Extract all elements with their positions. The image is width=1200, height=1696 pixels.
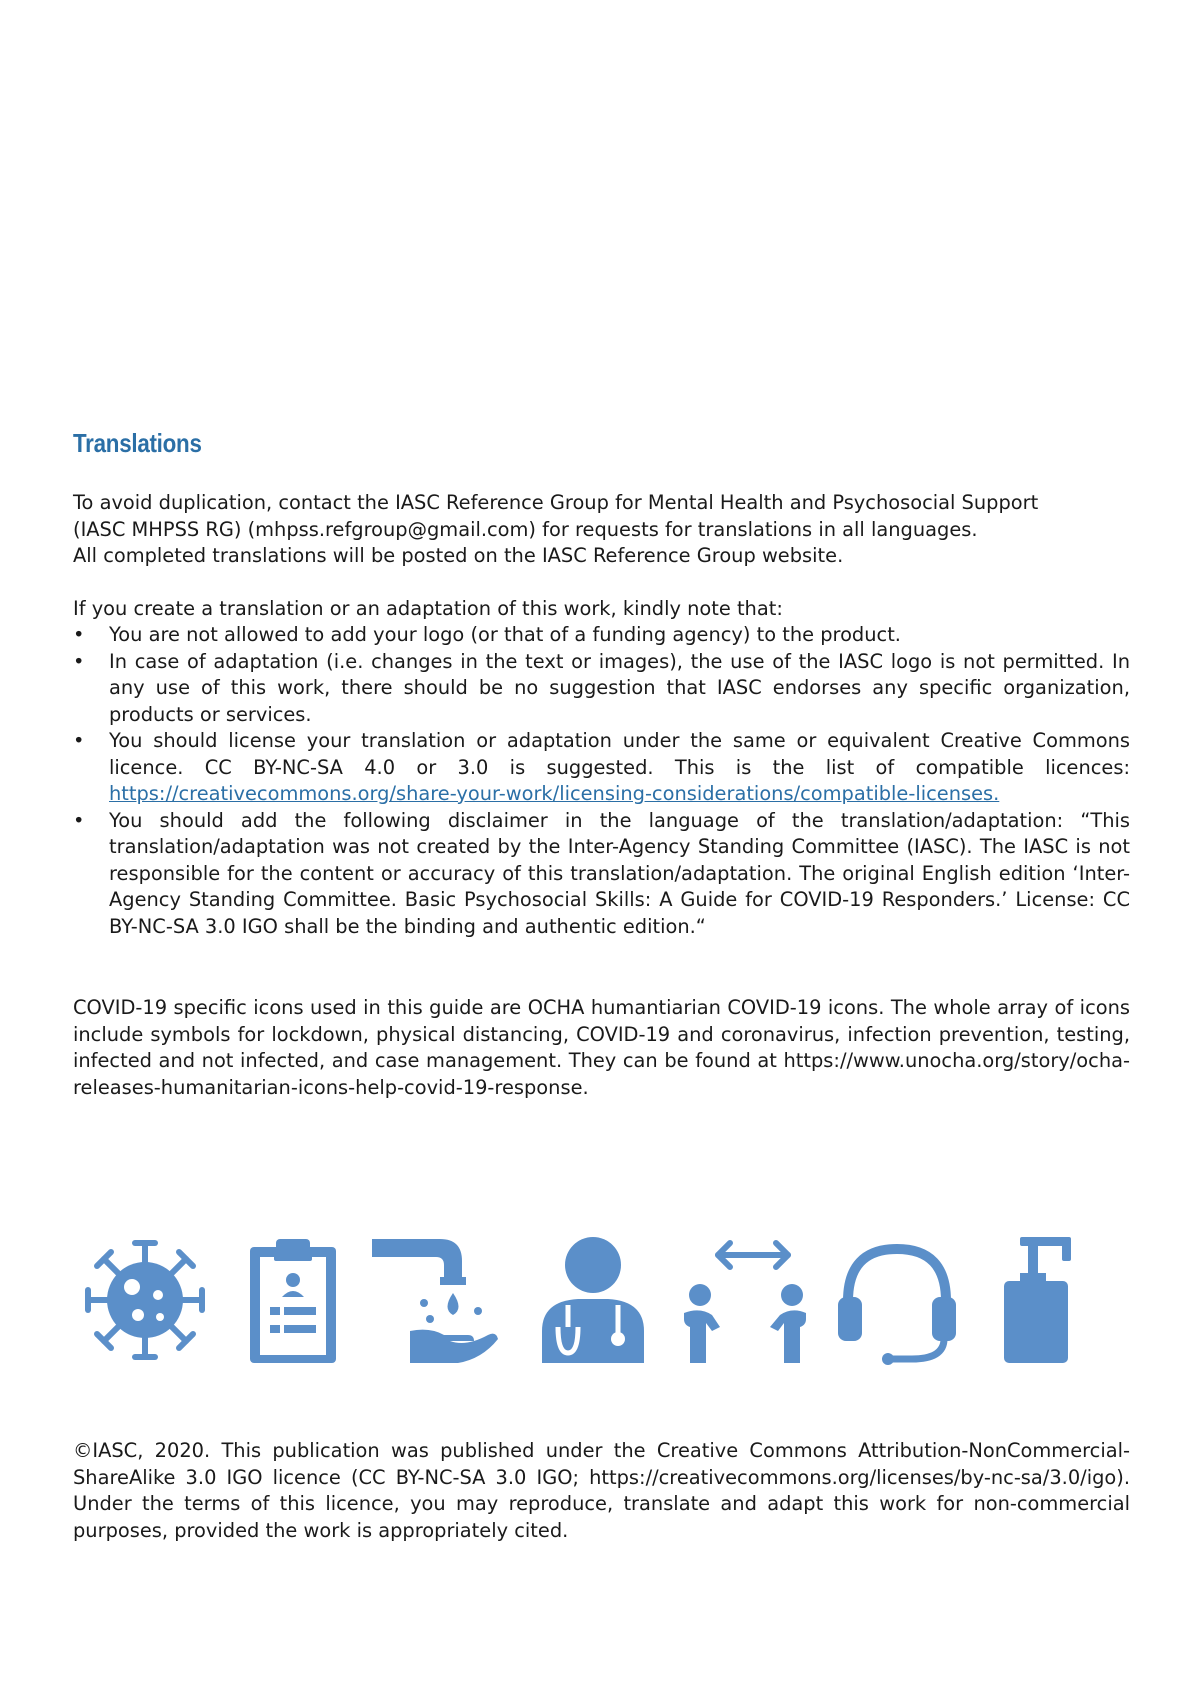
page-title: Translations <box>73 428 202 458</box>
doctor-icon <box>528 1235 658 1365</box>
icon-row <box>80 1235 1120 1365</box>
compatible-licenses-link[interactable]: https://creativecommons.org/share-your-work/licensing-considerations/compatible-licenses. <box>109 782 1000 805</box>
copyright-notice: ©IASC, 2020. This publication was published under the Creative Commons Attribution-NonCommercial-ShareAlike 3.0 IGO licence (CC BY-NC-SA 3.0 IGO; https://creativecommons.org/licenses/by-nc-sa/3.0/igo). Under the terms of this licence, you may reproduce, translate and adapt this work for non-commercial purposes, provided the work is appropriately cited. <box>73 1439 1130 1542</box>
conditions-list <box>73 622 1130 940</box>
handwashing-icon <box>370 1235 500 1365</box>
physical-distancing-icon <box>680 1235 810 1365</box>
virus-icon <box>80 1235 210 1365</box>
list-item <box>73 622 1130 649</box>
list-item <box>73 649 1130 729</box>
intro-line: All completed translations will be posted on the IASC Reference Group website. <box>73 544 844 567</box>
intro-line: To avoid duplication, contact the IASC Reference Group for Mental Health and Psychosocial Support <box>73 491 1039 514</box>
list-item-text: You should license your translation or adaptation under the same or equivalent Creative Commons licence. CC BY-NC-SA 4.0 or 3.0 is suggested. This is the list of compatible licences: <box>109 729 1130 779</box>
sanitizer-icon <box>980 1235 1110 1365</box>
list-item-text: You should add the following disclaimer in the language of the translation/adaptation: “This translation/adaptation was not created by the Inter-Agency Standing Committee (IASC). The IASC is not responsible for the content or accuracy of this translation/adaptation. The original English edition ‘Inter-Agency Standing Committee. Basic Psychosocial Skills: A Guide for COVID-19 Responders.’ License: CC BY-NC-SA 3.0 IGO shall be the binding and authentic edition.“ <box>109 808 1130 938</box>
clipboard-icon <box>228 1235 358 1365</box>
list-item-text: You are not allowed to add your logo (or that of a funding agency) to the product. <box>109 623 901 646</box>
headset-icon <box>832 1235 962 1365</box>
list-item <box>73 808 1130 941</box>
list-item-text: In case of adaptation (i.e. changes in the text or images), the use of the IASC logo is not permitted. In any use of this work, there should be no suggestion that IASC endorses any specific organization, products or services. <box>109 649 1130 726</box>
note-intro: If you create a translation or an adaptation of this work, kindly note that: <box>73 597 783 620</box>
intro-line: (IASC MHPSS RG) (mhpss.refgroup@gmail.com) for requests for translations in all languages. <box>73 517 978 541</box>
intro-paragraph <box>73 490 1130 570</box>
list-item <box>73 728 1130 808</box>
icons-note: COVID-19 specific icons used in this guide are OCHA humantiarian COVID-19 icons. The whole array of icons include symbols for lockdown, physical distancing, COVID-19 and coronavirus, infection prevention, testing, infected and not infected, and case management. They can be found at https://www.unocha.org/story/ocha-releases-humanitarian-icons-help-covid-19-response. <box>73 996 1130 1099</box>
